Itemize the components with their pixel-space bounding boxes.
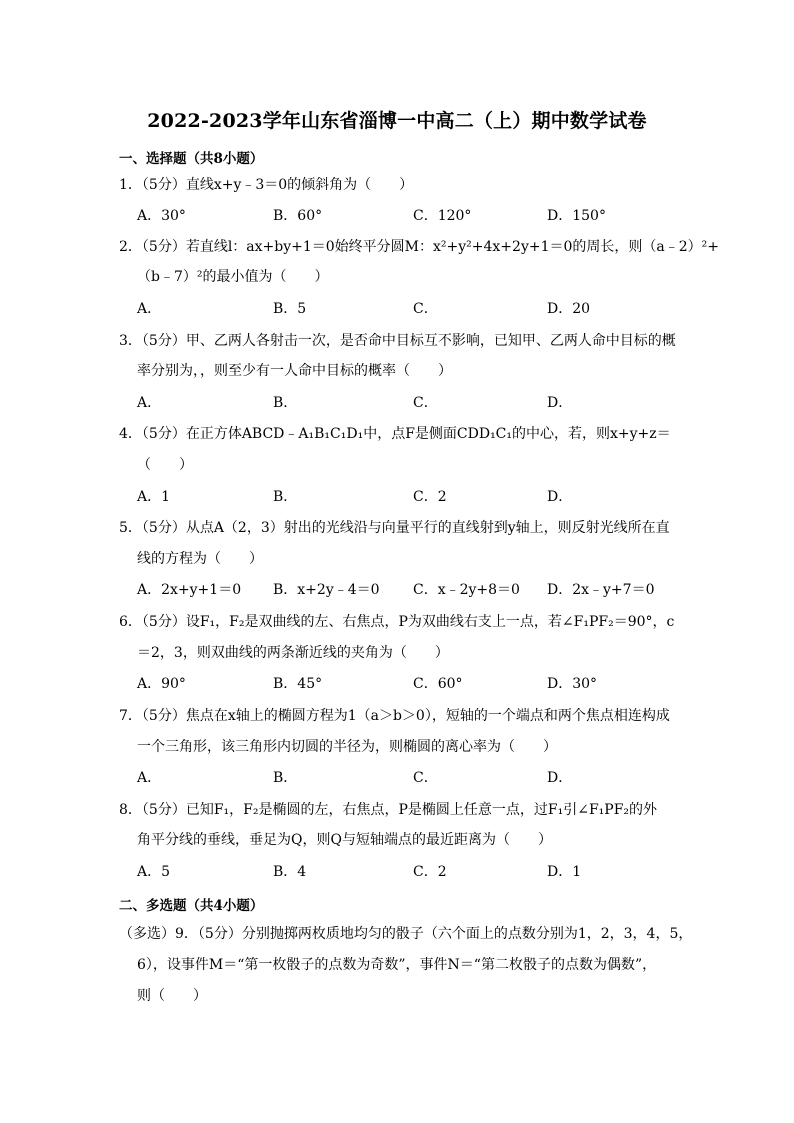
q4-option-b: B．	[273, 489, 298, 505]
q6-option-a: A．90°	[137, 676, 186, 692]
section-heading-multi: 二、多选题（共4小题）	[119, 898, 264, 914]
question-2-cont: （b﹣7）²的最小值为（ ）	[137, 269, 329, 285]
q2-option-a: A．	[137, 301, 162, 317]
question-5: 5．（5分）从点A（2，3）射出的光线沿与向量平行的直线射到y轴上，则反射光线所在直	[119, 520, 670, 536]
q7-option-b: B．	[273, 770, 298, 786]
question-3: 3．（5分）甲、乙两人各射击一次，是否命中目标互不影响，已知甲、乙两人命中目标的概	[119, 333, 676, 349]
question-7: 7．（5分）焦点在x轴上的椭圆方程为1（a＞b＞0），短轴的一个端点和两个焦点相连构成	[119, 708, 670, 724]
q3-option-d: D．	[547, 395, 573, 411]
q1-option-a: A．30°	[137, 208, 186, 224]
q1-option-b: B．60°	[273, 208, 323, 224]
question-4-cont: （ ）	[137, 457, 193, 473]
q1-option-d: D．150°	[547, 208, 606, 224]
question-9-cont2: 则（ ）	[137, 988, 207, 1004]
question-7-cont: 一个三角形，该三角形内切圆的半径为，则椭圆的离心率为（ ）	[137, 739, 557, 755]
q2-option-c: C．	[413, 301, 438, 317]
q2-option-d: D．20	[547, 301, 591, 317]
q7-option-d: D．	[547, 770, 573, 786]
q6-option-b: B．45°	[273, 676, 323, 692]
question-8-cont: 角平分线的垂线，垂足为Q，则Q与短轴端点的最近距离为（ ）	[137, 832, 552, 848]
q6-option-c: C．60°	[413, 676, 463, 692]
q5-option-a: A．2x+y+1＝0	[137, 582, 242, 598]
q7-option-a: A．	[137, 770, 162, 786]
q8-option-b: B．4	[273, 864, 307, 880]
question-1: 1．（5分）直线x+y﹣3＝0的倾斜角为（ ）	[119, 177, 414, 193]
question-4: 4．（5分）在正方体ABCD﹣A₁B₁C₁D₁中，点F是侧面CDD₁C₁的中心，若，则x+y+z＝	[119, 426, 671, 442]
question-5-cont: 线的方程为（ ）	[137, 551, 263, 567]
q8-option-d: D．1	[547, 864, 582, 880]
question-2: 2．（5分）若直线l：ax+by+1＝0始终平分圆M：x²+y²+4x+2y+1＝0的周长，则（a﹣2）²+	[119, 239, 719, 255]
q7-option-c: C．	[413, 770, 438, 786]
q3-option-a: A．	[137, 395, 162, 411]
question-9-cont: 6），设事件M＝“第一枚骰子的点数为奇数”，事件N＝“第二枚骰子的点数为偶数”，	[137, 957, 657, 973]
q5-option-b: B．x+2y﹣4＝0	[273, 582, 380, 598]
q4-option-c: C．2	[413, 489, 447, 505]
question-6: 6．（5分）设F₁，F₂是双曲线的左、右焦点，P为双曲线右支上一点，若∠F₁PF₂＝90°，c	[119, 614, 675, 630]
question-8: 8．（5分）已知F₁，F₂是椭圆的左，右焦点，P是椭圆上任意一点，过F₁引∠F₁PF₂的外	[119, 802, 658, 818]
q3-option-c: C．	[413, 395, 438, 411]
q5-option-d: D．2x﹣y+7＝0	[547, 582, 655, 598]
question-6-cont: ＝2，3，则双曲线的两条渐近线的夹角为（ ）	[137, 645, 449, 661]
q4-option-a: A．1	[137, 489, 171, 505]
q6-option-d: D．30°	[547, 676, 598, 692]
q1-option-c: C．120°	[413, 208, 472, 224]
q8-option-a: A．5	[137, 864, 171, 880]
q4-option-d: D．	[547, 489, 573, 505]
q3-option-b: B．	[273, 395, 298, 411]
question-9: （多选）9．（5分）分别抛掷两枚质地均匀的骰子（六个面上的点数分别为1，2，3，4，5，	[119, 926, 693, 942]
q8-option-c: C．2	[413, 864, 447, 880]
q5-option-c: C．x﹣2y+8＝0	[413, 582, 520, 598]
section-heading-choice: 一、选择题（共8小题）	[119, 151, 264, 167]
question-3-cont: 率分别为，，则至少有一人命中目标的概率（ ）	[137, 363, 452, 379]
q2-option-b: B．5	[273, 301, 307, 317]
page-title: 2022-2023学年山东省淄博一中高二（上）期中数学试卷	[147, 110, 647, 132]
